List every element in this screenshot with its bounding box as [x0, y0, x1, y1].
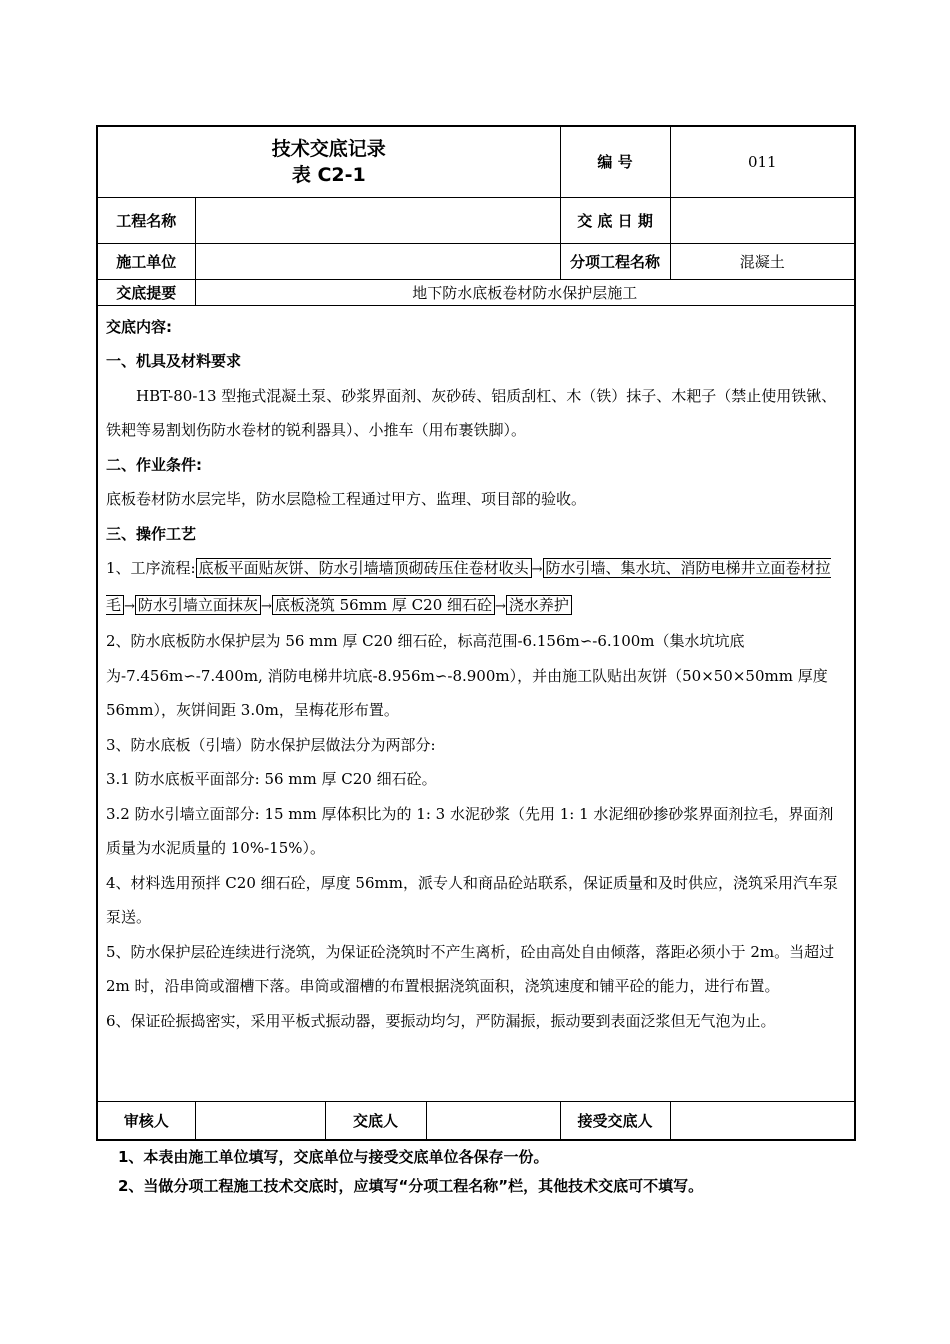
note-1: 1、本表由施工单位填写，交底单位与接受交底单位各保存一份。: [118, 1148, 549, 1166]
reviewer-label: 审核人: [97, 1101, 195, 1140]
subproject-name-value[interactable]: 混凝土: [670, 243, 855, 279]
summary-label: 交底提要: [97, 279, 195, 305]
paragraph-5: 5、防水保护层砼连续进行浇筑，为保证砼浇筑时不产生离析，砼由高处自由倾落，落距必须小于 2m。当超过 2m 时，沿串筒或溜槽下落。串筒或溜槽的布置根据浇筑面积，浇筑速度和铺平砼的能力，进行布置。: [106, 942, 835, 995]
receiver-label: 接受交底人: [560, 1101, 670, 1140]
flow-prefix: 1、工序流程:: [106, 559, 196, 577]
flow-arrow-icon: →: [260, 598, 272, 614]
reviewer-value[interactable]: [195, 1101, 325, 1140]
project-name-value[interactable]: [195, 197, 560, 243]
paragraph-3-1: 3.1 防水底板平面部分: 56 mm 厚 C20 细石砼。: [106, 770, 437, 788]
flow-step: 底板平面贴灰饼、防水引墙墙顶砌砖压住卷材收头: [196, 558, 532, 578]
content-heading: 交底内容:: [106, 317, 172, 336]
presenter-value[interactable]: [426, 1101, 560, 1140]
flow-step: 浇水养护: [506, 595, 572, 615]
section-1-title: 一、机具及材料要求: [106, 352, 242, 370]
section-2-text: 底板卷材防水层完毕，防水层隐检工程通过甲方、监理、项目部的验收。: [106, 490, 587, 508]
note-2: 2、当做分项工程施工技术交底时，应填写“分项工程名称”栏，其他技术交底可不填写。: [118, 1177, 704, 1195]
number-label: 编 号: [560, 126, 670, 197]
section-1-text: HBT-80-13 型拖式混凝土泵、砂浆界面剂、灰砂砖、铝质刮杠、木（铁）抹子、木耙子（禁止使用铁锹、铁耙等易割划伤防水卷材的锐利器具）、小推车（用布裹铁脚）。: [106, 386, 837, 439]
paragraph-3: 3、防水底板（引墙）防水保护层做法分为两部分:: [106, 735, 436, 754]
subproject-name-label: 分项工程名称: [560, 243, 670, 279]
flow-step: 底板浇筑 56mm 厚 C20 细石砼: [272, 595, 495, 615]
flow-step: 防水引墙、集水坑、消防电梯井立面卷材拉毛: [106, 559, 831, 614]
form-table: [96, 125, 856, 1141]
receiver-value[interactable]: [670, 1101, 855, 1140]
paragraph-6: 6、保证砼振捣密实，采用平板式振动器，要振动均匀，严防漏振，振动要到表面泛浆但无气泡为止。: [106, 1011, 776, 1030]
flow-arrow-icon: →: [495, 598, 506, 614]
form-title-cell: [97, 126, 560, 197]
number-value[interactable]: 011: [670, 126, 855, 197]
project-name-label: 工程名称: [97, 197, 195, 243]
paragraph-4: 4、材料选用预拌 C20 细石砼，厚度 56mm，派专人和商品砼站联系，保证质量和及时供应，浇筑采用汽车泵泵送。: [106, 873, 838, 926]
section-2-title: 二、作业条件:: [106, 455, 202, 474]
date-value[interactable]: [670, 197, 855, 243]
flow-arrow-icon: →: [531, 562, 543, 577]
construction-unit-label: 施工单位: [97, 243, 195, 279]
form-notes: [118, 1143, 703, 1201]
paragraph-2: 2、防水底板防水保护层为 56 mm 厚 C20 细石砼，标高范围-6.156m∽-6.100m（集水坑坑底为-7.456m∽-7.400m, 消防电梯井坑底-8.956m∽-8.900m），并由施工队贴出灰饼（50×50×50mm 厚度 56mm），灰饼间距 3.0m，呈梅花形布置。: [106, 632, 828, 719]
flow-arrow-icon: →: [124, 598, 135, 614]
tech-disclosure-form: [96, 125, 854, 1141]
form-subtitle: 表 C2-1: [291, 163, 366, 186]
presenter-label: 交底人: [325, 1101, 426, 1140]
disclosure-content: [97, 305, 855, 1101]
summary-value[interactable]: 地下防水底板卷材防水保护层施工: [195, 279, 855, 305]
process-flow: [106, 551, 846, 624]
paragraph-3-2: 3.2 防水引墙立面部分: 15 mm 厚体积比为的 1: 3 水泥砂浆（先用 1: 1 水泥细砂掺砂浆界面剂拉毛，界面剂质量为水泥质量的 10%-15%）。: [106, 804, 834, 857]
construction-unit-value[interactable]: [195, 243, 560, 279]
form-title: 技术交底记录: [271, 137, 386, 160]
flow-step: 防水引墙立面抹灰: [135, 595, 261, 615]
section-3-title: 三、操作工艺: [106, 524, 197, 543]
date-label: 交 底 日 期: [560, 197, 670, 243]
